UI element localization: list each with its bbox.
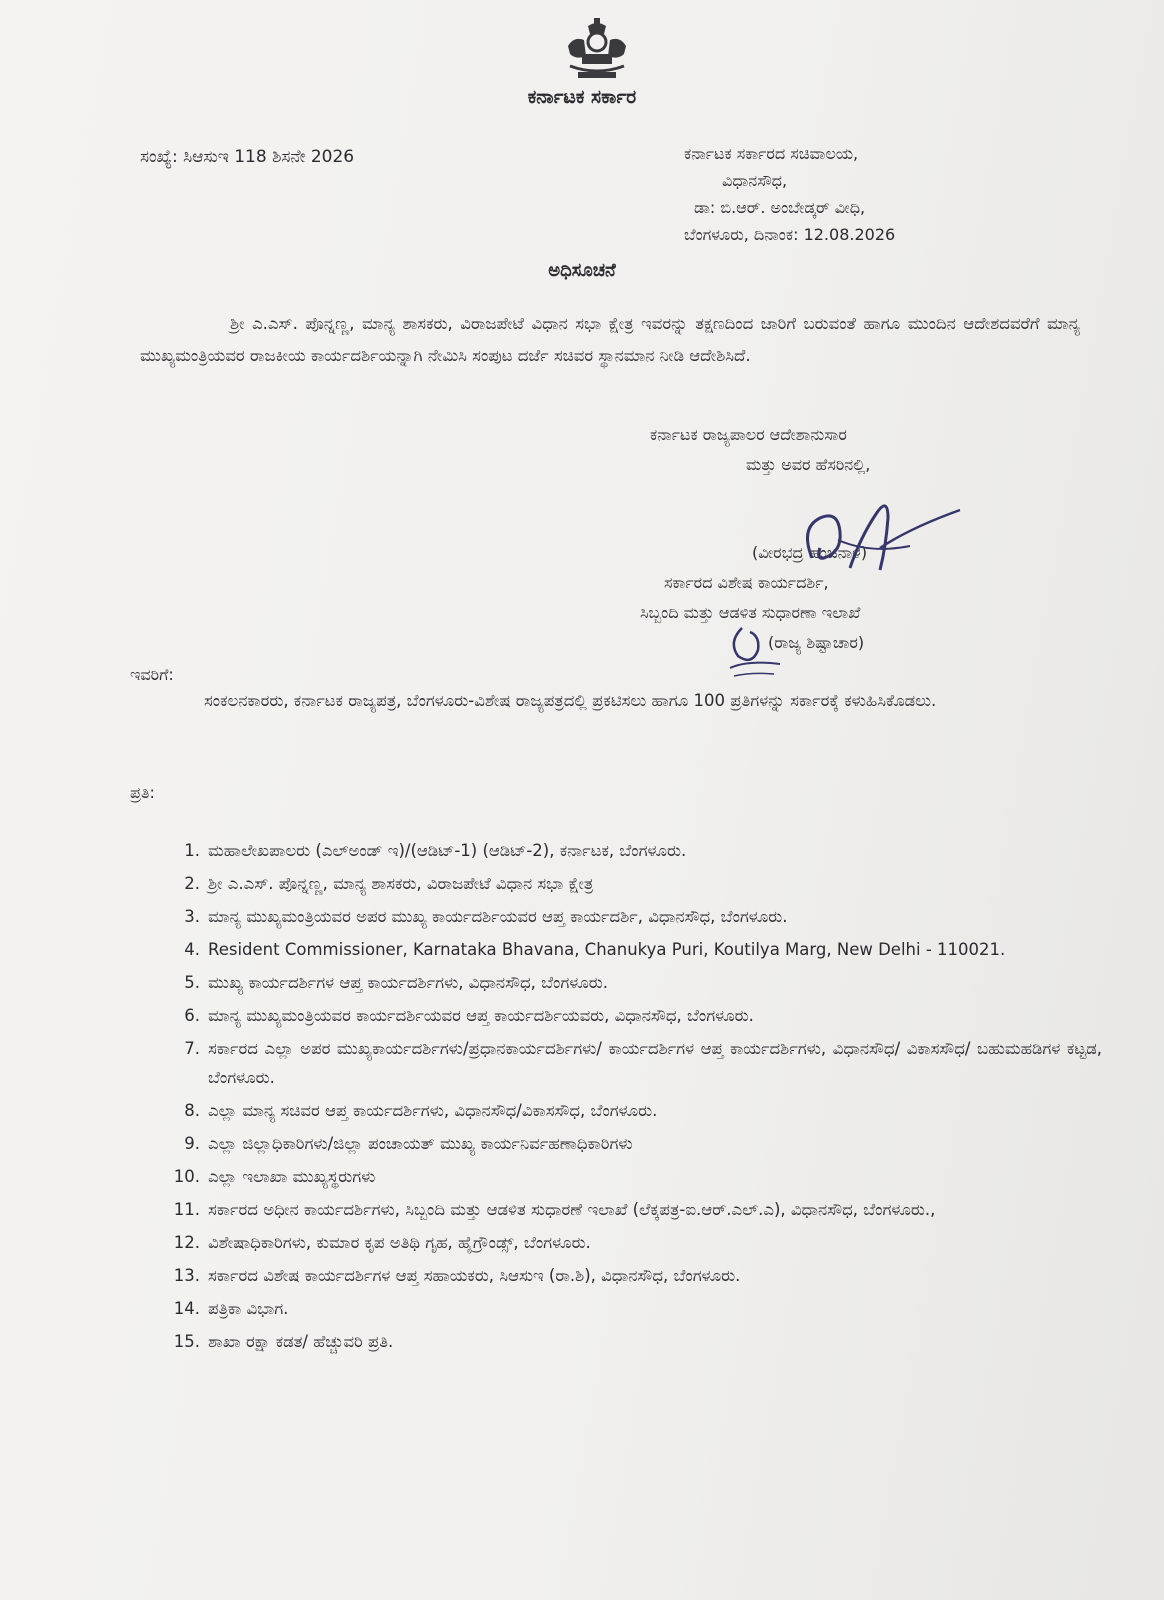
list-item-number: 8.: [184, 1101, 200, 1120]
list-item-text: ಸರ್ಕಾರದ ವಿಶೇಷ ಕಾರ್ಯದರ್ಶಿಗಳ ಆಪ್ತ ಸಹಾಯಕರು, ಸಿಆಸುಇ (ರಾ.ಶಿ), ವಿಧಾನಸೌಧ, ಬೆಂಗಳೂರು.: [208, 1266, 741, 1285]
list-item-text: ಎಲ್ಲಾ ಜಿಲ್ಲಾಧಿಕಾರಿಗಳು/ಜಿಲ್ಲಾ ಪಂಚಾಯತ್ ಮುಖ್ಯ ಕಾರ್ಯನಿರ್ವಹಣಾಧಿಕಾರಿಗಳು: [208, 1134, 633, 1153]
list-item-text: ವಿಶೇಷಾಧಿಕಾರಿಗಳು, ಕುಮಾರ ಕೃಪ ಅತಿಥಿ ಗೃಹ, ಹೈಗ್ರೌಂಡ್ಸ್, ಬೆಂಗಳೂರು.: [208, 1233, 591, 1252]
list-item-number: 5.: [184, 973, 200, 992]
address-line: ಡಾ: ಬಿ.ಆರ್. ಅಂಬೇಡ್ಕರ್ ವೀಧಿ,: [694, 198, 866, 217]
signatory-designation: ಸರ್ಕಾರದ ವಿಶೇಷ ಕಾರ್ಯದರ್ಶಿ,: [664, 573, 829, 592]
list-item: [160, 1001, 1102, 1030]
list-item-number: 7.: [184, 1039, 200, 1058]
address-line: ಕರ್ನಾಟಕ ಸರ್ಕಾರದ ಸಚಿವಾಲಯ,: [684, 144, 859, 163]
recipient-label: ಇವರಿಗೆ:: [130, 665, 174, 684]
order-line: ಕರ್ನಾಟಕ ರಾಜ್ಯಪಾಲರ ಆದೇಶಾನುಸಾರ: [650, 425, 847, 444]
list-item: [160, 968, 1102, 997]
list-item-number: 1.: [184, 841, 200, 860]
notification-body: ಶ್ರೀ ಎ.ಎಸ್. ಪೊನ್ನಣ್ಣ, ಮಾನ್ಯ ಶಾಸಕರು, ವಿರಾಜಪೇಟೆ ವಿಧಾನ ಸಭಾ ಕ್ಷೇತ್ರ ಇವರನ್ನು ತಕ್ಷಣದಿಂದ ಜಾರಿಗೆ ಬರುವಂತೆ ಹಾಗೂ ಮುಂದಿನ ಆದೇಶದವರೆಗೆ ಮಾನ್ಯ ಮುಖ್ಯಮಂತ್ರಿಯವರ ರಾಜಕೀಯ ಕಾರ್ಯದರ್ಶಿಯನ್ನಾಗಿ ನೇಮಿಸಿ ಸಂಪುಟ ದರ್ಜೆ ಸಚಿವರ ಸ್ಥಾನಮಾನ ನೀಡಿ ಆದೇಶಿಸಿದೆ.: [140, 314, 1080, 365]
list-item-text: ಎಲ್ಲಾ ಇಲಾಖಾ ಮುಖ್ಯಸ್ಥರುಗಳು: [208, 1167, 376, 1186]
reference-number: ಸಂಖ್ಯೆ: ಸಿಆಸುಇ 118 ಶಿಸನೇ 2026: [140, 147, 355, 167]
list-item: [160, 1162, 1102, 1191]
list-item-text: ಶ್ರೀ ಎ.ಎಸ್. ಪೊನ್ನಣ್ಣ, ಮಾನ್ಯ ಶಾಸಕರು, ವಿರಾಜಪೇಟೆ ವಿಧಾನ ಸಭಾ ಕ್ಷೇತ್ರ: [208, 874, 594, 893]
list-item-number: 6.: [184, 1006, 200, 1025]
list-item: [160, 1034, 1102, 1092]
order-line: ಮತ್ತು ಅವರ ಹೆಸರಿನಲ್ಲಿ,: [746, 455, 871, 474]
list-item-text: ಮಾನ್ಯ ಮುಖ್ಯಮಂತ್ರಿಯವರ ಅಪರ ಮುಖ್ಯ ಕಾರ್ಯದರ್ಶಿಯವರ ಆಪ್ತ ಕಾರ್ಯದರ್ಶಿ, ವಿಧಾನಸೌಧ, ಬೆಂಗಳೂರು.: [208, 907, 788, 926]
recipient-text: ಸಂಕಲನಕಾರರು, ಕರ್ನಾಟಕ ರಾಜ್ಯಪತ್ರ, ಬೆಂಗಳೂರು-ವಿಶೇಷ ರಾಜ್ಯಪತ್ರದಲ್ಲಿ ಪ್ರಕಟಿಸಲು ಹಾಗೂ 100 ಪ್ರತಿಗಳನ್ನು ಸರ್ಕಾರಕ್ಕೆ ಕಳುಹಿಸಿಕೊಡಲು.: [204, 691, 937, 710]
list-item: [160, 902, 1102, 931]
list-item-number: 10.: [173, 1167, 200, 1186]
list-item-text: ಸರ್ಕಾರದ ಅಧೀನ ಕಾರ್ಯದರ್ಶಿಗಳು, ಸಿಬ್ಬಂದಿ ಮತ್ತು ಆಡಳಿತ ಸುಧಾರಣೆ ಇಲಾಖೆ (ಲೆಕ್ಕಪತ್ರ-ಐ.ಆರ್.ಎಲ್.ಎ), ವಿಧಾನಸೌಧ, ಬೆಂಗಳೂರು.,: [208, 1200, 936, 1219]
list-item: [160, 935, 1102, 964]
list-item-number: 11.: [173, 1200, 200, 1219]
signatory-division: (ರಾಜ್ಯ ಶಿಷ್ಟಾಚಾರ): [768, 633, 865, 652]
list-item: [160, 869, 1102, 898]
notification-title: ಅಧಿಸೂಚನೆ: [548, 260, 616, 281]
list-item-text: Resident Commissioner, Karnataka Bhavana, Chanukya Puri, Koutilya Marg, New Delhi - 110021.: [208, 940, 1006, 959]
address-line: ಬೆಂಗಳೂರು, ದಿನಾಂಕ: 12.08.2026: [684, 225, 896, 244]
address-line: ವಿಧಾನಸೌಧ,: [722, 171, 788, 190]
list-item-text: ಎಲ್ಲಾ ಮಾನ್ಯ ಸಚಿವರ ಆಪ್ತ ಕಾರ್ಯದರ್ಶಿಗಳು, ವಿಧಾನಸೌಧ/ವಿಕಾಸಸೌಧ, ಬೆಂಗಳೂರು.: [208, 1101, 658, 1120]
order-by-governor: [650, 420, 870, 480]
list-item: [160, 1294, 1102, 1323]
list-item-number: 9.: [184, 1134, 200, 1153]
list-item-text: ಮುಖ್ಯ ಕಾರ್ಯದರ್ಶಿಗಳ ಆಪ್ತ ಕಾರ್ಯದರ್ಶಿಗಳು, ವಿಧಾನಸೌಧ, ಬೆಂಗಳೂರು.: [208, 973, 608, 992]
list-item-number: 15.: [173, 1332, 200, 1351]
copies-label: ಪ್ರತಿ:: [130, 783, 155, 802]
list-item-text: ಮಾನ್ಯ ಮುಖ್ಯಮಂತ್ರಿಯವರ ಕಾರ್ಯದರ್ಶಿಯವರ ಆಪ್ತ ಕಾರ್ಯದರ್ಶಿಯವರು, ವಿಧಾನಸೌಧ, ಬೆಂಗಳೂರು.: [208, 1006, 754, 1025]
government-title: ಕರ್ನಾಟಕ ಸರ್ಕಾರ: [527, 86, 637, 108]
state-emblem-icon: [560, 16, 634, 82]
list-item-number: 14.: [173, 1299, 200, 1318]
list-item: [160, 1096, 1102, 1125]
signatory-name: (ವೀರಭದ್ರ ಹಂಚಿನಾಳ): [752, 543, 868, 562]
signatory-department: ಸಿಬ್ಬಂದಿ ಮತ್ತು ಆಡಳಿತ ಸುಧಾರಣಾ ಇಲಾಖೆ: [640, 603, 861, 622]
list-item-number: 4.: [184, 940, 200, 959]
handwritten-initials-icon: [722, 618, 792, 680]
list-item-number: 2.: [184, 874, 200, 893]
list-item-text: ಸರ್ಕಾರದ ಎಲ್ಲಾ ಅಪರ ಮುಖ್ಯಕಾರ್ಯದರ್ಶಿಗಳು/ಪ್ರಧಾನಕಾರ್ಯದರ್ಶಿಗಳು/ ಕಾರ್ಯದರ್ಶಿಗಳ ಆಪ್ತ ಕಾರ್ಯದರ್ಶಿಗಳು, ವಿಧಾನಸೌಧ/ ವಿಕಾಸಸೌಧ/ ಬಹುಮಹಡಿಗಳ ಕಟ್ಟಡ, ಬೆಂಗಳೂರು.: [208, 1039, 1102, 1087]
address-block: [684, 140, 895, 248]
list-item-text: ಮಹಾಲೇಖಪಾಲರು (ಎಲ್‌ಅಂಡ್ ಇ)/(ಆಡಿಟ್-1) (ಆಡಿಟ್-2), ಕರ್ನಾಟಕ, ಬೆಂಗಳೂರು.: [208, 841, 687, 860]
list-item: [160, 1261, 1102, 1290]
list-item-text: ಪತ್ರಿಕಾ ವಿಭಾಗ.: [208, 1299, 289, 1318]
list-item-number: 12.: [173, 1233, 200, 1252]
list-item: [160, 1195, 1102, 1224]
list-item: [160, 1228, 1102, 1257]
handwritten-signature-icon: [780, 488, 980, 588]
list-item-number: 3.: [184, 907, 200, 926]
list-item: [160, 1129, 1102, 1158]
list-item-number: 13.: [173, 1266, 200, 1285]
list-item: [160, 836, 1102, 865]
copies-list: [160, 836, 1102, 1360]
list-item-text: ಶಾಖಾ ರಕ್ಷಾ ಕಡತ/ ಹೆಚ್ಚುವರಿ ಪ್ರತಿ.: [208, 1332, 394, 1351]
list-item: [160, 1327, 1102, 1356]
